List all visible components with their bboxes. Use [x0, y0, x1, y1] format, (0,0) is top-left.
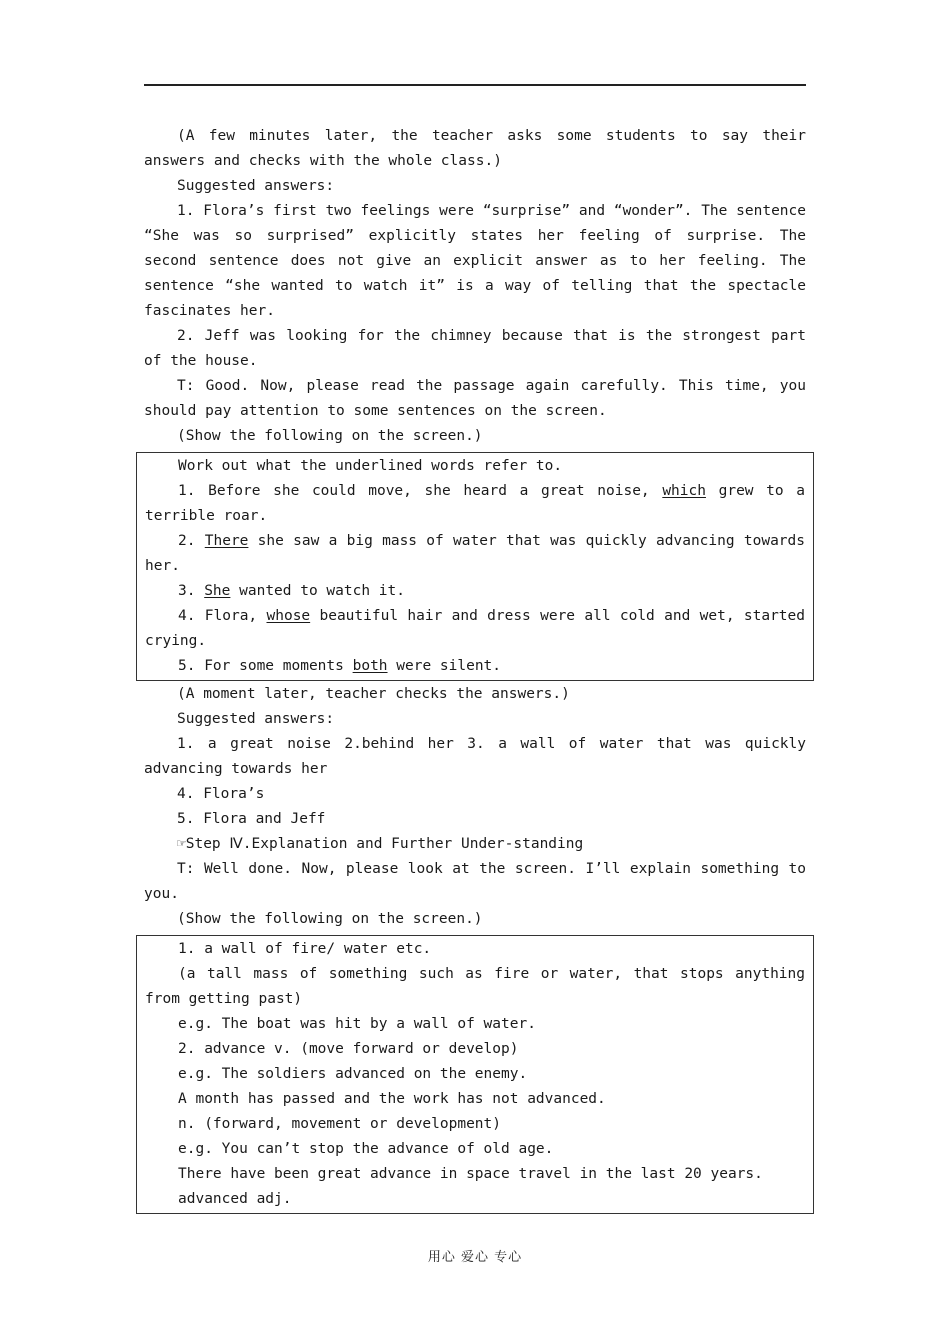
suggested-answers-label: Suggested answers:	[177, 178, 335, 194]
explanation-line: There have been great advance in space travel in the last 20 years.	[178, 1166, 763, 1182]
answer-line: 4. Flora’s	[177, 786, 265, 802]
exercise-box	[136, 452, 814, 681]
suggested-answers-label: Suggested answers:	[177, 711, 335, 727]
page-footer: 用心 爱心 专心	[427, 1250, 523, 1265]
explanation-line: advanced adj.	[178, 1191, 292, 1207]
main-content	[144, 124, 806, 1215]
show-screen-note: (Show the following on the screen.)	[177, 428, 483, 444]
explanation-line: e.g. You can’t stop the advance of old age.	[178, 1141, 554, 1157]
exercise-heading: Work out what the underlined words refer to.	[178, 458, 563, 474]
underlined-word: whose	[266, 608, 311, 624]
underlined-word: There	[204, 533, 249, 549]
underlined-word: both	[352, 658, 388, 674]
explanation-line: 1. a wall of fire/ water etc.	[178, 941, 432, 957]
step-heading: ☞Step Ⅳ.Explanation and Further Under-standing	[177, 836, 584, 852]
exercise-item: 4. Flora, whose beautiful hair and dress were all cold and wet, started crying.	[145, 608, 805, 649]
intro-paragraph: (A few minutes later, the teacher asks some students to say their answers and checks with the whole class.)	[144, 128, 806, 169]
exercise-item: 2. There she saw a big mass of water that was quickly advancing towards her.	[145, 533, 805, 574]
answer-1-paragraph: 1. Flora’s first two feelings were “surprise” and “wonder”. The sentence “She was so surprised” explicitly states her feeling of surprise. The second sentence does not give an explicit answer as to her feeling. The sentence “she wanted to watch it” is a way of telling that the spectacle fascinates her.	[144, 203, 806, 319]
exercise-item: 1. Before she could move, she heard a great noise, which grew to a terrible roar.	[145, 483, 805, 524]
teacher-instruction: T: Well done. Now, please look at the screen. I’ll explain something to you.	[144, 861, 806, 902]
explanation-line: 2. advance v. (move forward or develop)	[178, 1041, 519, 1057]
check-note: (A moment later, teacher checks the answers.)	[177, 686, 570, 702]
header-rule	[144, 84, 806, 86]
answer-line: 5. Flora and Jeff	[177, 811, 326, 827]
explanation-line: e.g. The boat was hit by a wall of water.	[178, 1016, 536, 1032]
teacher-instruction: T: Good. Now, please read the passage again carefully. This time, you should pay attention to some sentences on the screen.	[144, 378, 806, 419]
answer-2-paragraph: 2. Jeff was looking for the chimney because that is the strongest part of the house.	[144, 328, 806, 369]
underlined-word: which	[662, 483, 706, 499]
explanation-box	[136, 935, 814, 1214]
explanation-line: e.g. The soldiers advanced on the enemy.	[178, 1066, 528, 1082]
answer-line: 1. a great noise 2.behind her 3. a wall of water that was quickly advancing towards her	[144, 736, 806, 777]
underlined-word: She	[204, 583, 231, 599]
show-screen-note: (Show the following on the screen.)	[177, 911, 483, 927]
explanation-line: (a tall mass of something such as fire or water, that stops anything from getting past)	[145, 966, 805, 1007]
explanation-line: A month has passed and the work has not advanced.	[178, 1091, 606, 1107]
explanation-line: n. (forward, movement or development)	[178, 1116, 502, 1132]
exercise-item: 3. She wanted to watch it.	[178, 583, 406, 599]
exercise-item: 5. For some moments both were silent.	[178, 658, 502, 674]
